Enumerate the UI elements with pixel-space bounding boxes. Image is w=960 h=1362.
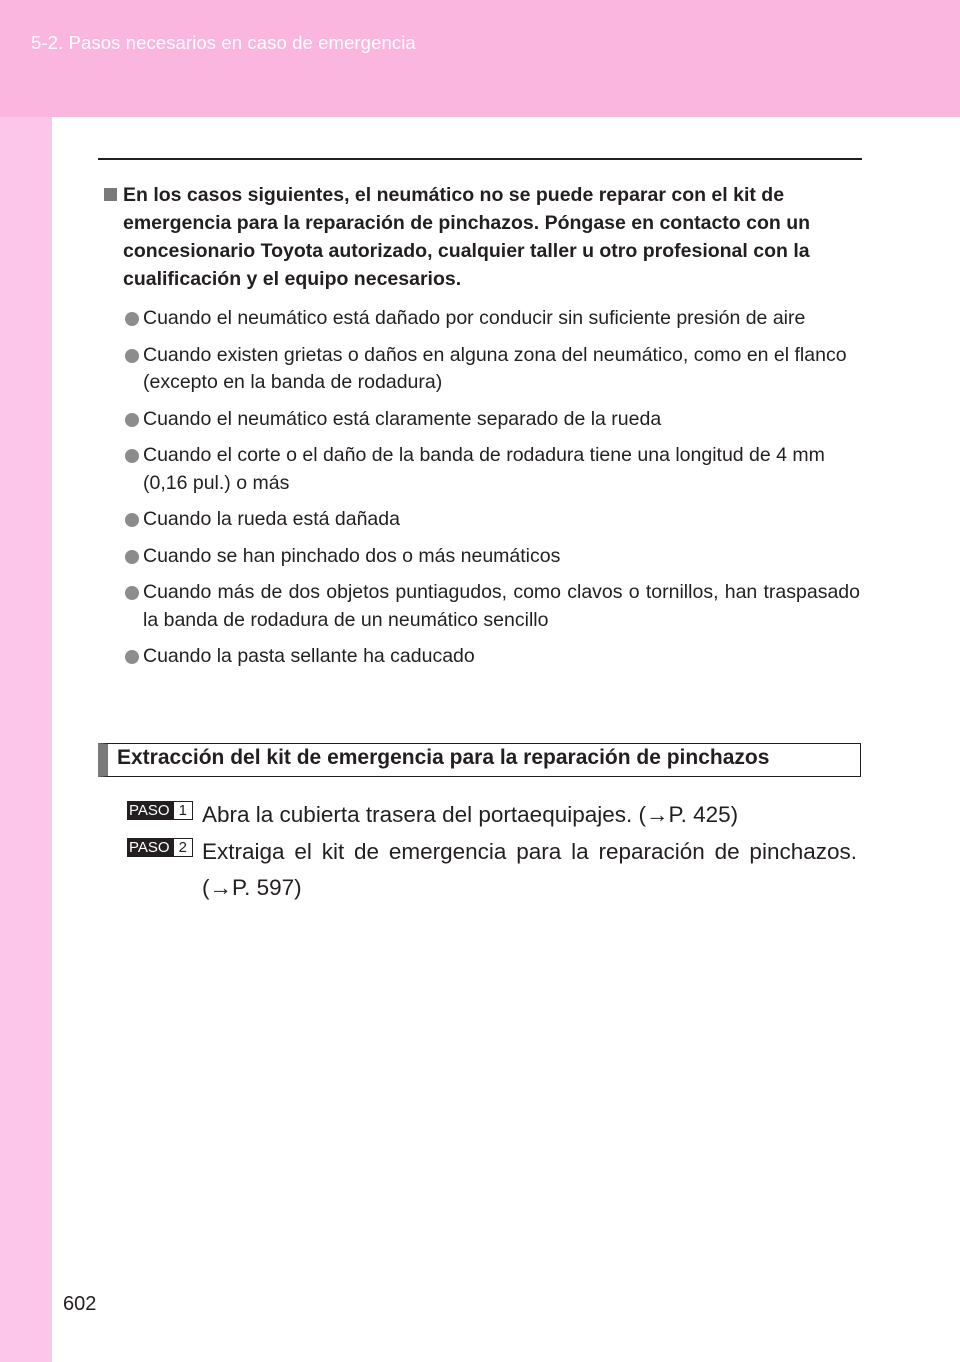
- condition-list: [102, 305, 860, 671]
- list-item: [102, 442, 860, 497]
- list-item-text: Cuando la pasta sellante ha caducado: [143, 645, 475, 667]
- section-header-title: 5-2. Pasos necesarios en caso de emergencia: [31, 32, 416, 53]
- circle-bullet-icon: [125, 312, 139, 326]
- section-title-box: [98, 743, 861, 777]
- list-item-text: Cuando se han pinchado dos o más neumáticos: [143, 544, 561, 567]
- list-item: [102, 579, 860, 634]
- note-heading-text: En los casos siguientes, el neumático no se puede reparar con el kit de emergencia para la reparación de pinchazos. Póngase en contacto con un concesionario Toyota autorizado, cualquier taller u otro profesional con la cualificación y el equipo necesarios.: [123, 184, 811, 290]
- circle-bullet-icon: [125, 650, 139, 664]
- circle-bullet-icon: [125, 349, 139, 363]
- step-number: 1: [173, 801, 193, 820]
- list-item: [102, 643, 860, 671]
- step-text: Abra la cubierta trasera del portaequipajes. (→P. 425): [202, 802, 739, 827]
- step-badge: [127, 838, 193, 857]
- circle-bullet-icon: [125, 586, 139, 600]
- note-heading: [102, 181, 860, 293]
- circle-bullet-icon: [125, 449, 139, 463]
- step-label: PASO: [127, 838, 173, 857]
- list-item: [102, 305, 860, 333]
- list-item-text: Cuando más de dos objetos puntiagudos, como clavos o tornillos, han traspasado la banda de rodadura de un neumático sencillo: [143, 581, 860, 631]
- list-item: [102, 342, 860, 397]
- step-badge: [127, 801, 193, 820]
- list-item-text: Cuando el corte o el daño de la banda de rodadura tiene una longitud de 4 mm (0,16 pul.) o más: [143, 444, 825, 494]
- step-number: 2: [173, 838, 193, 857]
- page-number: 602: [63, 1293, 97, 1315]
- section-title: Extracción del kit de emergencia para la reparación de pinchazos: [117, 746, 770, 769]
- step-1: [127, 797, 857, 833]
- circle-bullet-icon: [125, 413, 139, 427]
- list-item-text: Cuando la rueda está dañada: [143, 508, 400, 530]
- list-item: [102, 506, 860, 534]
- side-margin-band: [0, 117, 52, 1362]
- list-item-text: Cuando existen grietas o daños en alguna zona del neumático, como en el flanco (excepto en la banda de rodadura): [143, 343, 847, 393]
- top-divider: [98, 158, 862, 160]
- list-item-text: Cuando el neumático está claramente separado de la rueda: [143, 407, 662, 430]
- step-2: [127, 834, 857, 906]
- step-text: Extraiga el kit de emergencia para la reparación de pinchazos. (→P. 597): [202, 839, 857, 900]
- list-item: [102, 406, 860, 434]
- list-item-text: Cuando el neumático está dañado por conducir sin suficiente presión de aire: [143, 307, 806, 329]
- circle-bullet-icon: [125, 550, 139, 564]
- header-band: [0, 0, 960, 117]
- step-label: PASO: [127, 801, 173, 820]
- list-item: [102, 543, 860, 571]
- square-bullet-icon: [104, 188, 117, 201]
- note-block: [102, 181, 860, 680]
- circle-bullet-icon: [125, 513, 139, 527]
